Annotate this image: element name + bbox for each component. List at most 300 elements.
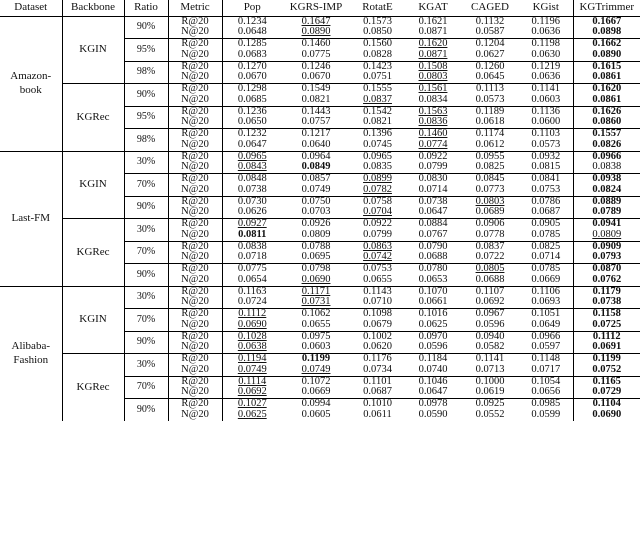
metric-cell: R@20 bbox=[168, 84, 222, 95]
value-text: 0.1194 bbox=[238, 353, 267, 365]
value-cell-kgat bbox=[405, 39, 461, 50]
value-cell-kgrs-imp bbox=[282, 399, 350, 410]
value-text: 0.1460 bbox=[301, 38, 331, 50]
header-pop: Pop bbox=[222, 0, 282, 16]
value-text: 0.0722 bbox=[475, 252, 505, 263]
value-cell-rotate bbox=[350, 196, 405, 207]
value-cell-kgat bbox=[405, 376, 461, 387]
value-cell-kgist bbox=[519, 151, 573, 162]
value-text: 0.0627 bbox=[475, 49, 505, 60]
value-cell-rotate bbox=[350, 252, 405, 263]
value-cell-kgist bbox=[519, 50, 573, 61]
value-cell-kgrs-imp bbox=[282, 39, 350, 50]
metric-cell: N@20 bbox=[168, 365, 222, 376]
value-cell-caged bbox=[461, 95, 519, 106]
value-text: 0.1143 bbox=[363, 286, 392, 297]
value-text: 0.1106 bbox=[531, 286, 560, 297]
value-text: 0.0626 bbox=[237, 207, 267, 218]
value-text: 0.0573 bbox=[531, 139, 561, 150]
value-cell-kgat bbox=[405, 95, 461, 106]
value-text: 0.0599 bbox=[531, 409, 561, 421]
value-text: 0.1667 bbox=[592, 16, 622, 27]
value-text: 0.0636 bbox=[531, 72, 561, 83]
value-cell-kgtrimmer bbox=[573, 297, 640, 308]
metric-cell: R@20 bbox=[168, 219, 222, 230]
value-cell-caged bbox=[461, 399, 519, 410]
value-text: 0.1260 bbox=[475, 61, 505, 72]
value-cell-pop bbox=[222, 72, 282, 83]
table-row bbox=[0, 84, 640, 95]
value-text: 0.1217 bbox=[301, 128, 331, 140]
value-text: 0.0620 bbox=[363, 342, 392, 353]
value-text: 0.0860 bbox=[592, 117, 622, 128]
value-cell-rotate bbox=[350, 264, 405, 275]
ratio-cell: 70% bbox=[124, 376, 168, 399]
value-cell-caged bbox=[461, 264, 519, 275]
value-cell-rotate bbox=[350, 342, 405, 353]
value-text: 0.0692 bbox=[475, 297, 505, 308]
value-cell-kgrs-imp bbox=[282, 354, 350, 365]
value-cell-caged bbox=[461, 117, 519, 128]
value-text: 0.1016 bbox=[418, 308, 448, 320]
value-text: 0.0597 bbox=[531, 342, 561, 353]
metric-cell: N@20 bbox=[168, 117, 222, 128]
value-cell-pop bbox=[222, 16, 282, 27]
value-cell-kgtrimmer bbox=[573, 331, 640, 342]
value-cell-pop bbox=[222, 95, 282, 106]
value-cell-kgist bbox=[519, 162, 573, 173]
value-cell-rotate bbox=[350, 320, 405, 331]
value-cell-rotate bbox=[350, 39, 405, 50]
value-text: 0.1561 bbox=[418, 83, 448, 95]
value-text: 0.0843 bbox=[237, 162, 267, 173]
value-text: 0.0964 bbox=[301, 151, 331, 162]
header-row bbox=[0, 0, 640, 16]
value-cell-kgist bbox=[519, 264, 573, 275]
value-text: 0.0689 bbox=[475, 207, 505, 218]
value-cell-kgat bbox=[405, 140, 461, 151]
value-text: 0.0612 bbox=[475, 139, 505, 150]
dataset-cell bbox=[0, 286, 62, 421]
value-text: 0.0647 bbox=[418, 387, 448, 398]
value-cell-pop bbox=[222, 264, 282, 275]
value-cell-kgrs-imp bbox=[282, 95, 350, 106]
value-text: 0.0906 bbox=[475, 218, 505, 230]
value-cell-caged bbox=[461, 354, 519, 365]
value-text: 0.0940 bbox=[475, 331, 505, 342]
value-text: 0.0692 bbox=[237, 387, 267, 398]
value-text: 0.0762 bbox=[592, 274, 622, 285]
value-text: 0.0826 bbox=[592, 139, 622, 150]
value-cell-kgist bbox=[519, 354, 573, 365]
value-cell-kgrs-imp bbox=[282, 376, 350, 387]
value-text: 0.0724 bbox=[237, 297, 267, 308]
value-cell-kgist bbox=[519, 72, 573, 83]
value-text: 0.0669 bbox=[531, 274, 561, 285]
value-cell-kgtrimmer bbox=[573, 39, 640, 50]
value-cell-kgat bbox=[405, 331, 461, 342]
value-cell-kgtrimmer bbox=[573, 219, 640, 230]
value-cell-kgist bbox=[519, 309, 573, 320]
value-text: 0.0611 bbox=[363, 409, 392, 421]
value-text: 0.0828 bbox=[363, 49, 392, 60]
value-cell-caged bbox=[461, 50, 519, 61]
value-text: 0.1179 bbox=[592, 286, 621, 297]
value-text: 0.0625 bbox=[237, 409, 267, 421]
value-text: 0.0687 bbox=[531, 207, 561, 218]
value-cell-kgrs-imp bbox=[282, 140, 350, 151]
value-text: 0.0994 bbox=[301, 398, 331, 410]
value-cell-kgat bbox=[405, 264, 461, 275]
value-text: 0.0780 bbox=[418, 263, 448, 275]
value-text: 0.1647 bbox=[301, 16, 331, 27]
value-text: 0.0837 bbox=[363, 94, 392, 105]
dataset-cell bbox=[0, 151, 62, 286]
metric-cell: N@20 bbox=[168, 387, 222, 398]
value-cell-rotate bbox=[350, 399, 405, 410]
value-cell-pop bbox=[222, 252, 282, 263]
value-cell-caged bbox=[461, 320, 519, 331]
value-text: 0.1236 bbox=[237, 106, 267, 117]
value-cell-kgist bbox=[519, 275, 573, 286]
value-cell-kgist bbox=[519, 286, 573, 297]
value-cell-kgrs-imp bbox=[282, 196, 350, 207]
value-text: 0.1163 bbox=[238, 286, 267, 297]
value-text: 0.0691 bbox=[592, 342, 622, 353]
header-rotate: RotatE bbox=[350, 0, 405, 16]
header-ratio: Ratio bbox=[124, 0, 168, 16]
value-cell-rotate bbox=[350, 117, 405, 128]
value-text: 0.0647 bbox=[418, 207, 448, 218]
value-cell-kgtrimmer bbox=[573, 140, 640, 151]
value-cell-kgat bbox=[405, 196, 461, 207]
metric-cell: N@20 bbox=[168, 342, 222, 353]
value-text: 0.1141 bbox=[475, 353, 505, 365]
value-cell-pop bbox=[222, 50, 282, 61]
value-cell-kgrs-imp bbox=[282, 331, 350, 342]
value-cell-kgrs-imp bbox=[282, 286, 350, 297]
value-cell-kgtrimmer bbox=[573, 286, 640, 297]
value-cell-kgat bbox=[405, 207, 461, 218]
value-text: 0.0749 bbox=[301, 184, 331, 195]
value-text: 0.0749 bbox=[237, 364, 267, 375]
value-cell-kgist bbox=[519, 376, 573, 387]
header-kgist: KGist bbox=[519, 0, 573, 16]
value-cell-kgist bbox=[519, 297, 573, 308]
value-text: 0.0625 bbox=[418, 319, 448, 330]
value-text: 0.0836 bbox=[418, 117, 448, 128]
value-cell-kgist bbox=[519, 342, 573, 353]
value-text: 0.0690 bbox=[301, 274, 331, 285]
value-text: 0.0742 bbox=[363, 252, 392, 263]
value-text: 0.1662 bbox=[592, 38, 622, 50]
value-cell-kgat bbox=[405, 61, 461, 72]
value-text: 0.0849 bbox=[301, 162, 331, 173]
value-text: 0.0871 bbox=[418, 49, 448, 60]
metric-cell: R@20 bbox=[168, 376, 222, 387]
value-cell-caged bbox=[461, 174, 519, 185]
value-cell-rotate bbox=[350, 309, 405, 320]
value-cell-caged bbox=[461, 27, 519, 38]
value-cell-caged bbox=[461, 241, 519, 252]
value-cell-kgrs-imp bbox=[282, 252, 350, 263]
value-cell-kgtrimmer bbox=[573, 309, 640, 320]
value-cell-caged bbox=[461, 376, 519, 387]
value-cell-caged bbox=[461, 61, 519, 72]
value-cell-rotate bbox=[350, 207, 405, 218]
value-cell-rotate bbox=[350, 387, 405, 398]
value-cell-kgtrimmer bbox=[573, 185, 640, 196]
dataset-label: Alibaba- bbox=[11, 340, 50, 352]
value-text: 0.0825 bbox=[475, 162, 505, 173]
value-cell-rotate bbox=[350, 365, 405, 376]
value-text: 0.0653 bbox=[418, 274, 448, 285]
value-cell-pop bbox=[222, 387, 282, 398]
value-text: 0.0850 bbox=[363, 27, 392, 38]
value-text: 0.1557 bbox=[592, 128, 622, 140]
metric-cell: N@20 bbox=[168, 252, 222, 263]
value-text: 0.1054 bbox=[531, 376, 561, 387]
value-cell-kgtrimmer bbox=[573, 354, 640, 365]
value-cell-kgist bbox=[519, 174, 573, 185]
table-row bbox=[0, 219, 640, 230]
value-cell-pop bbox=[222, 331, 282, 342]
value-cell-kgrs-imp bbox=[282, 275, 350, 286]
value-text: 0.1199 bbox=[592, 353, 621, 365]
value-cell-kgrs-imp bbox=[282, 365, 350, 376]
value-text: 0.0619 bbox=[475, 387, 505, 398]
value-cell-kgist bbox=[519, 387, 573, 398]
value-text: 0.0552 bbox=[475, 409, 505, 421]
value-text: 0.1070 bbox=[418, 286, 448, 297]
value-text: 0.1107 bbox=[475, 286, 505, 297]
value-cell-caged bbox=[461, 275, 519, 286]
value-cell-caged bbox=[461, 207, 519, 218]
value-text: 0.0670 bbox=[301, 72, 331, 83]
value-cell-kgat bbox=[405, 342, 461, 353]
value-text: 0.0821 bbox=[363, 117, 392, 128]
value-cell-pop bbox=[222, 106, 282, 117]
header-kgtrimmer: KGTrimmer bbox=[573, 0, 640, 16]
value-cell-pop bbox=[222, 129, 282, 140]
value-cell-caged bbox=[461, 342, 519, 353]
value-text: 0.0587 bbox=[475, 27, 505, 38]
value-text: 0.1219 bbox=[531, 61, 561, 72]
header-metric: Metric bbox=[168, 0, 222, 16]
value-text: 0.0941 bbox=[592, 218, 622, 230]
dataset-label: Fashion bbox=[13, 353, 49, 366]
value-text: 0.1285 bbox=[237, 38, 267, 50]
value-text: 0.0975 bbox=[301, 331, 331, 342]
value-text: 0.1234 bbox=[237, 16, 267, 27]
value-text: 0.0713 bbox=[475, 364, 505, 375]
value-text: 0.1508 bbox=[418, 61, 448, 72]
backbone-cell: KGRec bbox=[62, 354, 124, 422]
value-text: 0.0922 bbox=[418, 151, 448, 162]
value-text: 0.0970 bbox=[418, 331, 448, 342]
value-text: 0.0788 bbox=[301, 241, 331, 252]
value-text: 0.0749 bbox=[301, 364, 331, 375]
value-cell-kgat bbox=[405, 275, 461, 286]
results-body bbox=[0, 16, 640, 421]
value-cell-rotate bbox=[350, 376, 405, 387]
metric-cell: R@20 bbox=[168, 196, 222, 207]
ratio-cell: 90% bbox=[124, 264, 168, 287]
value-text: 0.0870 bbox=[592, 263, 622, 275]
value-text: 0.0821 bbox=[301, 94, 331, 105]
value-text: 0.0845 bbox=[475, 173, 505, 185]
value-text: 0.0909 bbox=[592, 241, 622, 252]
value-text: 0.0782 bbox=[363, 184, 392, 195]
value-cell-kgist bbox=[519, 61, 573, 72]
value-cell-kgtrimmer bbox=[573, 264, 640, 275]
value-text: 0.1549 bbox=[301, 83, 331, 95]
value-text: 0.1112 bbox=[592, 331, 621, 342]
table-row bbox=[0, 151, 640, 162]
value-cell-kgrs-imp bbox=[282, 27, 350, 38]
value-cell-pop bbox=[222, 241, 282, 252]
value-text: 0.0690 bbox=[592, 409, 622, 421]
ratio-cell: 90% bbox=[124, 16, 168, 39]
value-cell-kgat bbox=[405, 174, 461, 185]
value-text: 0.1573 bbox=[363, 16, 392, 27]
value-text: 0.0693 bbox=[531, 297, 561, 308]
ratio-cell: 30% bbox=[124, 354, 168, 377]
value-cell-kgtrimmer bbox=[573, 16, 640, 27]
value-cell-kgat bbox=[405, 365, 461, 376]
metric-cell: R@20 bbox=[168, 151, 222, 162]
value-text: 0.0861 bbox=[592, 94, 622, 105]
value-cell-kgrs-imp bbox=[282, 241, 350, 252]
dataset-cell bbox=[0, 16, 62, 151]
value-text: 0.1101 bbox=[363, 376, 392, 387]
value-cell-kgist bbox=[519, 106, 573, 117]
metric-cell: N@20 bbox=[168, 95, 222, 106]
value-text: 0.0725 bbox=[592, 319, 622, 330]
value-text: 0.0661 bbox=[418, 297, 448, 308]
value-cell-pop bbox=[222, 309, 282, 320]
value-text: 0.0596 bbox=[475, 319, 505, 330]
value-text: 0.1198 bbox=[531, 38, 560, 50]
ratio-cell: 70% bbox=[124, 174, 168, 197]
value-text: 0.1460 bbox=[418, 128, 448, 140]
metric-cell: R@20 bbox=[168, 129, 222, 140]
value-cell-kgrs-imp bbox=[282, 219, 350, 230]
ratio-cell: 70% bbox=[124, 309, 168, 332]
value-cell-kgtrimmer bbox=[573, 410, 640, 421]
value-text: 0.1148 bbox=[531, 353, 560, 365]
value-cell-pop bbox=[222, 207, 282, 218]
value-cell-caged bbox=[461, 84, 519, 95]
dataset-label: Amazon- bbox=[10, 69, 52, 82]
value-cell-caged bbox=[461, 365, 519, 376]
value-cell-kgist bbox=[519, 399, 573, 410]
value-text: 0.1028 bbox=[237, 331, 267, 342]
value-text: 0.0685 bbox=[237, 94, 267, 105]
value-text: 0.1184 bbox=[418, 353, 448, 365]
value-text: 0.0645 bbox=[475, 72, 505, 83]
value-text: 0.0798 bbox=[301, 263, 331, 275]
value-cell-pop bbox=[222, 140, 282, 151]
value-cell-kgist bbox=[519, 219, 573, 230]
value-cell-pop bbox=[222, 365, 282, 376]
backbone-cell: KGRec bbox=[62, 84, 124, 152]
value-text: 0.1114 bbox=[238, 376, 267, 387]
value-text: 0.1062 bbox=[301, 308, 331, 320]
value-cell-kgrs-imp bbox=[282, 117, 350, 128]
value-cell-kgtrimmer bbox=[573, 275, 640, 286]
value-cell-kgrs-imp bbox=[282, 387, 350, 398]
value-text: 0.0898 bbox=[592, 27, 622, 38]
value-cell-rotate bbox=[350, 297, 405, 308]
value-cell-kgrs-imp bbox=[282, 162, 350, 173]
value-text: 0.0890 bbox=[592, 49, 622, 60]
value-text: 0.0966 bbox=[592, 151, 622, 162]
value-cell-pop bbox=[222, 117, 282, 128]
metric-cell: N@20 bbox=[168, 320, 222, 331]
value-cell-kgat bbox=[405, 354, 461, 365]
value-cell-kgrs-imp bbox=[282, 410, 350, 421]
value-cell-kgat bbox=[405, 27, 461, 38]
value-text: 0.0785 bbox=[531, 229, 561, 240]
value-text: 0.1270 bbox=[237, 61, 267, 72]
value-text: 0.0966 bbox=[531, 331, 561, 342]
value-text: 0.0603 bbox=[301, 342, 331, 353]
value-text: 0.0799 bbox=[363, 229, 392, 240]
value-cell-kgrs-imp bbox=[282, 230, 350, 241]
value-text: 0.1010 bbox=[363, 398, 392, 410]
header-caged: CAGED bbox=[461, 0, 519, 16]
ratio-cell: 90% bbox=[124, 331, 168, 354]
value-text: 0.1204 bbox=[475, 38, 505, 50]
header-kgat: KGAT bbox=[405, 0, 461, 16]
value-cell-rotate bbox=[350, 331, 405, 342]
value-cell-kgtrimmer bbox=[573, 230, 640, 241]
value-cell-kgat bbox=[405, 309, 461, 320]
value-text: 0.0630 bbox=[531, 49, 561, 60]
value-cell-pop bbox=[222, 84, 282, 95]
value-text: 0.0785 bbox=[531, 263, 561, 275]
value-text: 0.0688 bbox=[475, 274, 505, 285]
value-cell-kgat bbox=[405, 151, 461, 162]
value-text: 0.0978 bbox=[418, 398, 448, 410]
value-cell-pop bbox=[222, 185, 282, 196]
value-text: 0.1098 bbox=[363, 308, 392, 320]
header-backbone: Backbone bbox=[62, 0, 124, 16]
value-cell-kgrs-imp bbox=[282, 50, 350, 61]
value-text: 0.0899 bbox=[363, 173, 392, 185]
value-text: 0.1051 bbox=[531, 308, 561, 320]
value-text: 0.0773 bbox=[475, 184, 505, 195]
value-text: 0.1615 bbox=[592, 61, 622, 72]
value-cell-kgrs-imp bbox=[282, 264, 350, 275]
value-text: 0.0805 bbox=[475, 263, 505, 275]
value-cell-kgtrimmer bbox=[573, 241, 640, 252]
metric-cell: N@20 bbox=[168, 185, 222, 196]
value-text: 0.0714 bbox=[531, 252, 561, 263]
value-text: 0.0596 bbox=[418, 342, 448, 353]
value-cell-kgist bbox=[519, 16, 573, 27]
value-cell-kgat bbox=[405, 399, 461, 410]
backbone-cell: KGIN bbox=[62, 151, 124, 219]
dataset-label: Last-FM bbox=[11, 211, 50, 224]
value-text: 0.0718 bbox=[237, 252, 267, 263]
value-cell-kgat bbox=[405, 252, 461, 263]
value-text: 0.0695 bbox=[301, 252, 331, 263]
metric-cell: R@20 bbox=[168, 399, 222, 410]
value-cell-kgtrimmer bbox=[573, 387, 640, 398]
value-text: 0.0603 bbox=[531, 94, 561, 105]
